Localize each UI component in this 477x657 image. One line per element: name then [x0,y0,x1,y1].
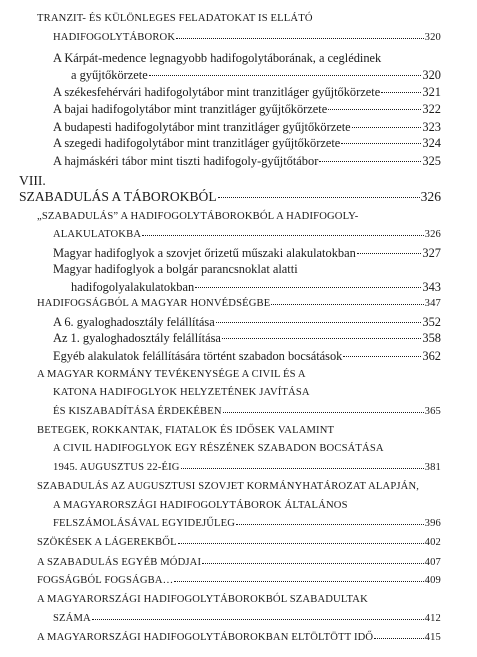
dot-leader [174,571,423,582]
toc-entry-title: A budapesti hadifogolytábor mint tranzitláger gyűjtőkörzete [53,120,351,134]
dot-leader [271,294,423,305]
toc-entry-title: a gyűjtőkörzete [71,68,148,82]
toc-page-number: 343 [422,280,441,294]
toc-entry-title: A székesfehérvári hadifogolytábor mint tranzitláger gyűjtőkörzete [53,85,381,99]
toc-entry-continued [37,421,441,441]
toc-page-number: 326 [420,189,441,204]
dot-leader [374,628,423,639]
toc-entry-continued [53,383,441,403]
dot-leader [223,402,424,413]
toc-entry-title: ALAKULATOKBA [53,229,142,240]
dot-leader [216,312,422,323]
toc-entry [37,553,441,573]
toc-page-number: 409 [424,575,441,586]
toc-entry-title: A szegedi hadifogolytábor mint tranzitláger gyűjtőkörzete [53,136,341,150]
toc-entry-title: A MAGYARORSZÁGI HADIFOGOLYTÁBOROKBAN ELTÖLTÖTT IDŐ [37,632,374,643]
toc-page-number: 381 [424,462,441,473]
toc-page-number: 396 [424,518,441,529]
toc-entry [37,571,441,591]
toc-entry [53,99,441,119]
toc-page-number: 320 [422,68,441,82]
dot-leader [142,225,424,236]
dot-leader [357,243,422,254]
toc-entry [53,328,441,348]
toc-page-number: 321 [422,85,441,99]
toc-entry [53,458,441,478]
toc-entry-title: A hajmáskéri tábor mint tiszti hadifogoly-gyűjtőtábor [53,154,319,168]
toc-entry-title: HADIFOGOLYTÁBOROK [53,32,176,43]
toc-entry [37,533,441,553]
toc-entry-continued [53,496,441,516]
dot-leader [181,458,424,469]
toc-entry-continued [53,439,441,459]
dot-leader [222,328,422,339]
toc-entry-title: FOGSÁGBÓL FOGSÁGBA… [37,575,174,586]
dot-leader [352,117,422,128]
dot-leader [195,277,421,288]
toc-entry-title: HADIFOGSÁGBÓL A MAGYAR HONVÉDSÉGBE [37,298,271,309]
toc-entry-title: A MAGYAR KORMÁNY TEVÉKENYSÉGE A CIVIL ÉS A [37,369,306,380]
toc-entry-title: A 6. gyaloghadosztály felállítása [53,315,215,329]
toc-entry [37,294,441,314]
toc-entry [53,514,441,534]
toc-entry-title: KATONA HADIFOGLYOK HELYZETÉNEK JAVÍTÁSA [53,387,310,398]
toc-entry-title: BETEGEK, ROKKANTAK, FIATALOK ÉS IDŐSEK VALAMINT [37,425,335,436]
toc-entry-title: A MAGYARORSZÁGI HADIFOGOLYTÁBOROK ÁLTALÁNOS [53,500,348,511]
toc-entry-title: „SZABADULÁS” A HADIFOGOLYTÁBOROKBÓL A HADIFOGOLY- [37,211,359,222]
dot-leader [343,346,421,357]
toc-entry-continued [37,9,441,29]
dot-leader [149,65,422,76]
toc-entry-title: SZÖKÉSEK A LÁGEREKBŐL [37,537,177,548]
dot-leader [236,514,424,525]
toc-page-number: 326 [424,229,441,240]
toc-entry-title: 1945. AUGUSZTUS 22-ÉIG [53,462,180,473]
toc-entry [53,402,441,422]
toc-page-number: 327 [422,246,441,260]
toc-page-number: 324 [422,136,441,150]
toc-page-number: 362 [422,349,441,363]
toc-entry-title: FELSZÁMOLÁSÁVAL EGYIDEJŰLEG [53,518,236,529]
toc-entry-title: TRANZIT- ÉS KÜLÖNLEGES FELADATOKAT IS ELLÁTÓ [37,13,313,24]
toc-page-number: 320 [424,32,441,43]
toc-entry-title: A bajai hadifogolytábor mint tranzitláger gyűjtőkörzete [53,102,328,116]
toc-entry-continued [37,365,441,385]
dot-leader [218,187,420,198]
toc-page-number: 365 [424,406,441,417]
toc-entry-title: A CIVIL HADIFOGLYOK EGY RÉSZÉNEK SZABADON BOCSÁTÁSA [53,443,384,454]
toc-page-number: 407 [424,557,441,568]
toc-entry-continued [37,477,441,497]
toc-entry-title: Egyéb alakulatok felállítására történt szabadon bocsátások [53,349,343,363]
toc-entry [19,187,441,207]
toc-entry-title: Magyar hadifoglyok a bolgár parancsnoklat alatti [53,262,298,276]
dot-leader [319,151,421,162]
toc-entry-title: A SZABADULÁS EGYÉB MÓDJAI [37,557,202,568]
toc-page-number: 347 [424,298,441,309]
dot-leader [178,533,424,544]
toc-page-number: 352 [422,315,441,329]
dot-leader [328,99,421,110]
toc-page-number: 322 [422,102,441,116]
toc-entry [53,609,441,629]
toc-entry-title: hadifogolyalakulatokban [71,280,195,294]
toc-entry-title: Magyar hadifoglyok a szovjet őrizetű műszaki alakulatokban [53,246,356,260]
toc-entry [53,133,441,153]
toc-page-number: 325 [422,154,441,168]
toc-entry-title: Az 1. gyaloghadosztály felállítása [53,331,221,345]
toc-entry-title: A MAGYARORSZÁGI HADIFOGOLYTÁBOROKBÓL SZABADULTAK [37,594,368,605]
toc-entry-continued [53,259,441,279]
toc-entry-title: VIII. [19,173,46,188]
toc-page-number: 412 [424,613,441,624]
dot-leader [381,82,421,93]
toc-entry [53,225,441,245]
toc-page-number: 323 [422,120,441,134]
dot-leader [92,609,424,620]
dot-leader [176,28,424,39]
toc-page-number: 415 [424,632,441,643]
toc-entry-continued [37,207,441,227]
toc-entry [53,151,441,171]
toc-page-number: 402 [424,537,441,548]
toc-entry-title: SZABADULÁS AZ AUGUSZTUSI SZOVJET KORMÁNYHATÁROZAT ALAPJÁN, [37,481,420,492]
toc-entry [37,628,441,648]
toc-entry-title: SZÁMA [53,613,91,624]
toc-entry [53,28,441,48]
toc-entry-continued [37,590,441,610]
toc-entry-title: SZABADULÁS A TÁBOROKBÓL [19,189,217,204]
toc-entry [53,346,441,366]
toc-entry-title: ÉS KISZABADÍTÁSA ÉRDEKÉBEN [53,406,222,417]
toc-page-number: 358 [422,331,441,345]
dot-leader [202,553,424,564]
dot-leader [341,133,421,144]
toc-entry-title: A Kárpát-medence legnagyobb hadifogolytáborának, a ceglédinek [53,51,382,65]
